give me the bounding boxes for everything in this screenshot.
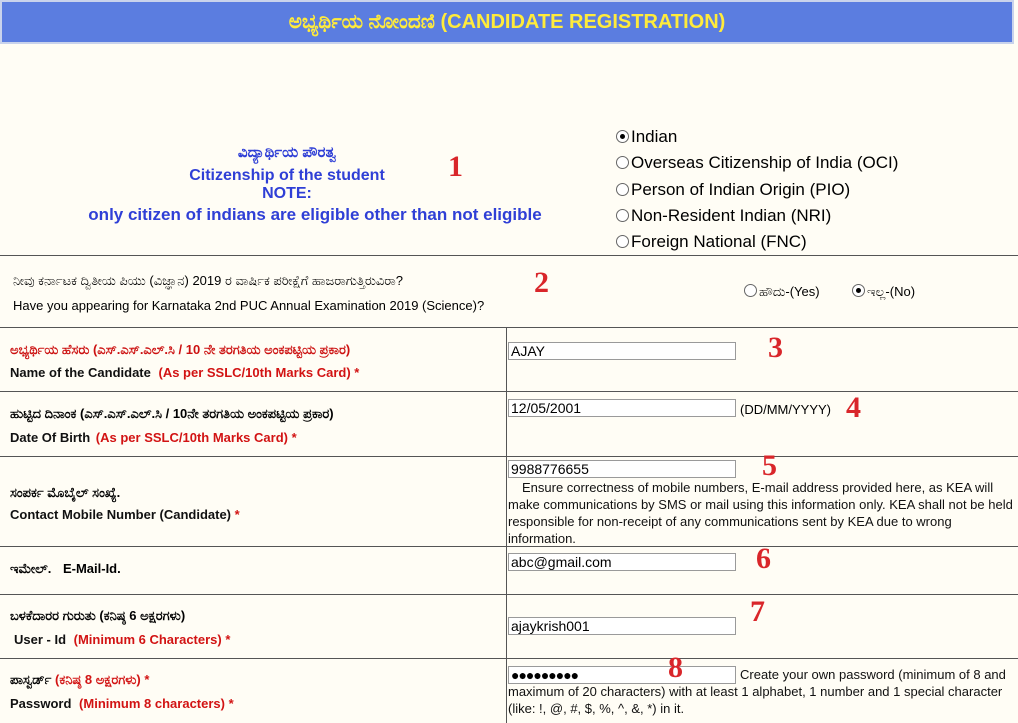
option-nri[interactable]: [616, 203, 898, 229]
column-divider: [506, 457, 507, 546]
marker-5: 5: [762, 449, 777, 482]
password-label-kn-note: (ಕನಿಷ್ಠ 8 ಅಕ್ಷರಗಳು) *: [55, 672, 150, 687]
name-label-kn: ಅಭ್ಯರ್ಥಿಯ ಹೆಸರು (ಎಸ್.ಎಸ್.ಎಲ್.ಸಿ / 10 ನೇ ತರಗತಿಯ ಅಂಕಪಟ್ಟಿಯ ಪ್ರಕಾರ): [10, 342, 351, 357]
puc-no-label: ಇಲ್ಲ-(No): [867, 284, 916, 299]
option-indian[interactable]: [616, 124, 898, 150]
radio-puc-no[interactable]: [852, 284, 865, 297]
mobile-label-en: Contact Mobile Number (Candidate): [10, 507, 232, 522]
email-row: [0, 542, 1018, 594]
mobile-row: [0, 449, 1018, 546]
option-pio-label: Person of Indian Origin (PIO): [631, 179, 851, 199]
mobile-input[interactable]: [508, 460, 736, 478]
marker-1: 1: [448, 150, 463, 183]
puc-yes-label: ಹೌದು-(Yes): [759, 284, 820, 299]
dob-row: [0, 391, 1018, 456]
email-input[interactable]: [508, 553, 736, 571]
mobile-label-kn: ಸಂಪರ್ಕ ಮೊಬೈಲ್ ಸಂಖ್ಯೆ.: [10, 485, 121, 500]
dob-label-kn: ಹುಟ್ಟಿದ ದಿನಾಂಕ (ಎಸ್.ಎಸ್.ಎಲ್.ಸಿ / 10ನೇ ತರಗತಿಯ ಅಂಕಪಟ್ಟಿಯ ಪ್ರಕಾರ): [10, 406, 334, 421]
dob-label: [10, 430, 297, 445]
option-fnc-label: Foreign National (FNC): [631, 232, 807, 252]
marker-2: 2: [534, 266, 549, 299]
citizenship-label-en: Citizenship of the student: [189, 167, 385, 184]
column-divider: [506, 392, 507, 456]
password-label-kn: ಪಾಸ್ವರ್ಡ್: [10, 672, 52, 687]
citizenship-label-kn: ವಿದ್ಯಾರ್ಥಿಯ ಪೌರತ್ವ: [237, 144, 337, 161]
column-divider: [506, 547, 507, 594]
option-pio[interactable]: [616, 177, 898, 203]
userid-label-kn: ಬಳಕೆದಾರರ ಗುರುತು (ಕನಿಷ್ಠ 6 ಅಕ್ಷರಗಳು): [10, 608, 186, 623]
password-help-text: [508, 666, 1016, 717]
option-nri-label: Non-Resident Indian (NRI): [631, 205, 832, 225]
citizenship-options: [616, 124, 898, 255]
password-help: Create your own password (minimum of 8 and maximum of 20 characters) with at least 1 alphabet, 1 number and 1 special character (like: !, @, #, $, %, ^, &, *) in it.: [508, 667, 1006, 716]
page-header: [0, 0, 1014, 44]
password-label: [10, 696, 234, 711]
password-row: [0, 651, 1018, 723]
puc-row: [0, 255, 1018, 327]
userid-label-en: User - Id: [14, 632, 67, 647]
marker-7: 7: [750, 595, 765, 628]
puc-question-en: Have you appearing for Karnataka 2nd PUC Annual Examination 2019 (Science)?: [13, 298, 485, 313]
name-label-note: (As per SSLC/10th Marks Card) *: [158, 365, 360, 380]
radio-fnc[interactable]: [616, 235, 629, 248]
option-oci-label: Overseas Citizenship of India (OCI): [631, 153, 899, 173]
name-row: [0, 327, 1018, 391]
dob-label-en: Date Of Birth: [10, 430, 91, 445]
mobile-help-text: Ensure correctness of mobile numbers, E-mail address provided here, as KEA will make communications by SMS or mail using this information only. KEA shall not be held responsible for non-receipt of any communications sent by KEA due to wrong information.: [508, 480, 1013, 546]
option-fnc[interactable]: [616, 229, 898, 255]
mobile-label: [10, 507, 240, 522]
note-text: only citizen of indians are eligible other than not eligible: [88, 205, 542, 224]
puc-no-option[interactable]: [852, 284, 915, 300]
marker-6: 6: [756, 542, 771, 575]
radio-pio[interactable]: [616, 183, 629, 196]
password-label-en: Password: [10, 696, 72, 711]
mobile-required: *: [234, 507, 240, 522]
dob-label-note: (As per SSLC/10th Marks Card) *: [95, 430, 297, 445]
puc-question-kn: ನೀವು ಕರ್ನಾಟಕ ದ್ವಿತೀಯ ಪಿಯು (ವಿಜ್ಞಾನ) 2019 ರ ವಾರ್ಷಿಕ ಪರೀಕ್ಷೆಗೆ ಹಾಜರಾಗುತ್ತಿರುವಿರಾ?: [13, 273, 403, 288]
password-label-kn-group: [10, 672, 149, 688]
column-divider: [506, 595, 507, 658]
name-label: [10, 365, 359, 380]
userid-label-kn-group: [10, 608, 185, 624]
dob-format-hint: (DD/MM/YYYY): [740, 402, 831, 417]
marker-8: 8: [668, 651, 683, 684]
password-label-note: (Minimum 8 characters) *: [79, 696, 234, 711]
option-indian-label: Indian: [631, 127, 678, 146]
column-divider: [506, 659, 507, 723]
email-label-kn: ಇಮೇಲ್.: [10, 561, 52, 576]
userid-label: [14, 632, 230, 647]
option-oci[interactable]: [616, 150, 898, 176]
email-label: [10, 561, 121, 577]
marker-4: 4: [846, 391, 861, 424]
dob-input[interactable]: [508, 399, 736, 417]
marker-3: 3: [768, 331, 783, 364]
column-divider: [506, 328, 507, 391]
userid-input[interactable]: [508, 617, 736, 635]
radio-nri[interactable]: [616, 209, 629, 222]
name-input[interactable]: [508, 342, 736, 360]
email-label-en: E-Mail-Id.: [62, 561, 121, 576]
note-title: NOTE:: [262, 185, 312, 202]
userid-row: [0, 594, 1018, 658]
puc-yes-option[interactable]: [744, 284, 820, 300]
name-label-en: Name of the Candidate: [10, 365, 151, 380]
page-title: ಅಭ್ಯರ್ಥಿಯ ನೋಂದಣಿ (CANDIDATE REGISTRATION): [288, 11, 726, 33]
citizenship-label: [40, 144, 590, 225]
userid-label-note: (Minimum 6 Characters) *: [73, 632, 231, 647]
citizenship-row: [0, 44, 1018, 255]
radio-indian[interactable]: [616, 130, 629, 143]
radio-oci[interactable]: [616, 156, 629, 169]
radio-puc-yes[interactable]: [744, 284, 757, 297]
